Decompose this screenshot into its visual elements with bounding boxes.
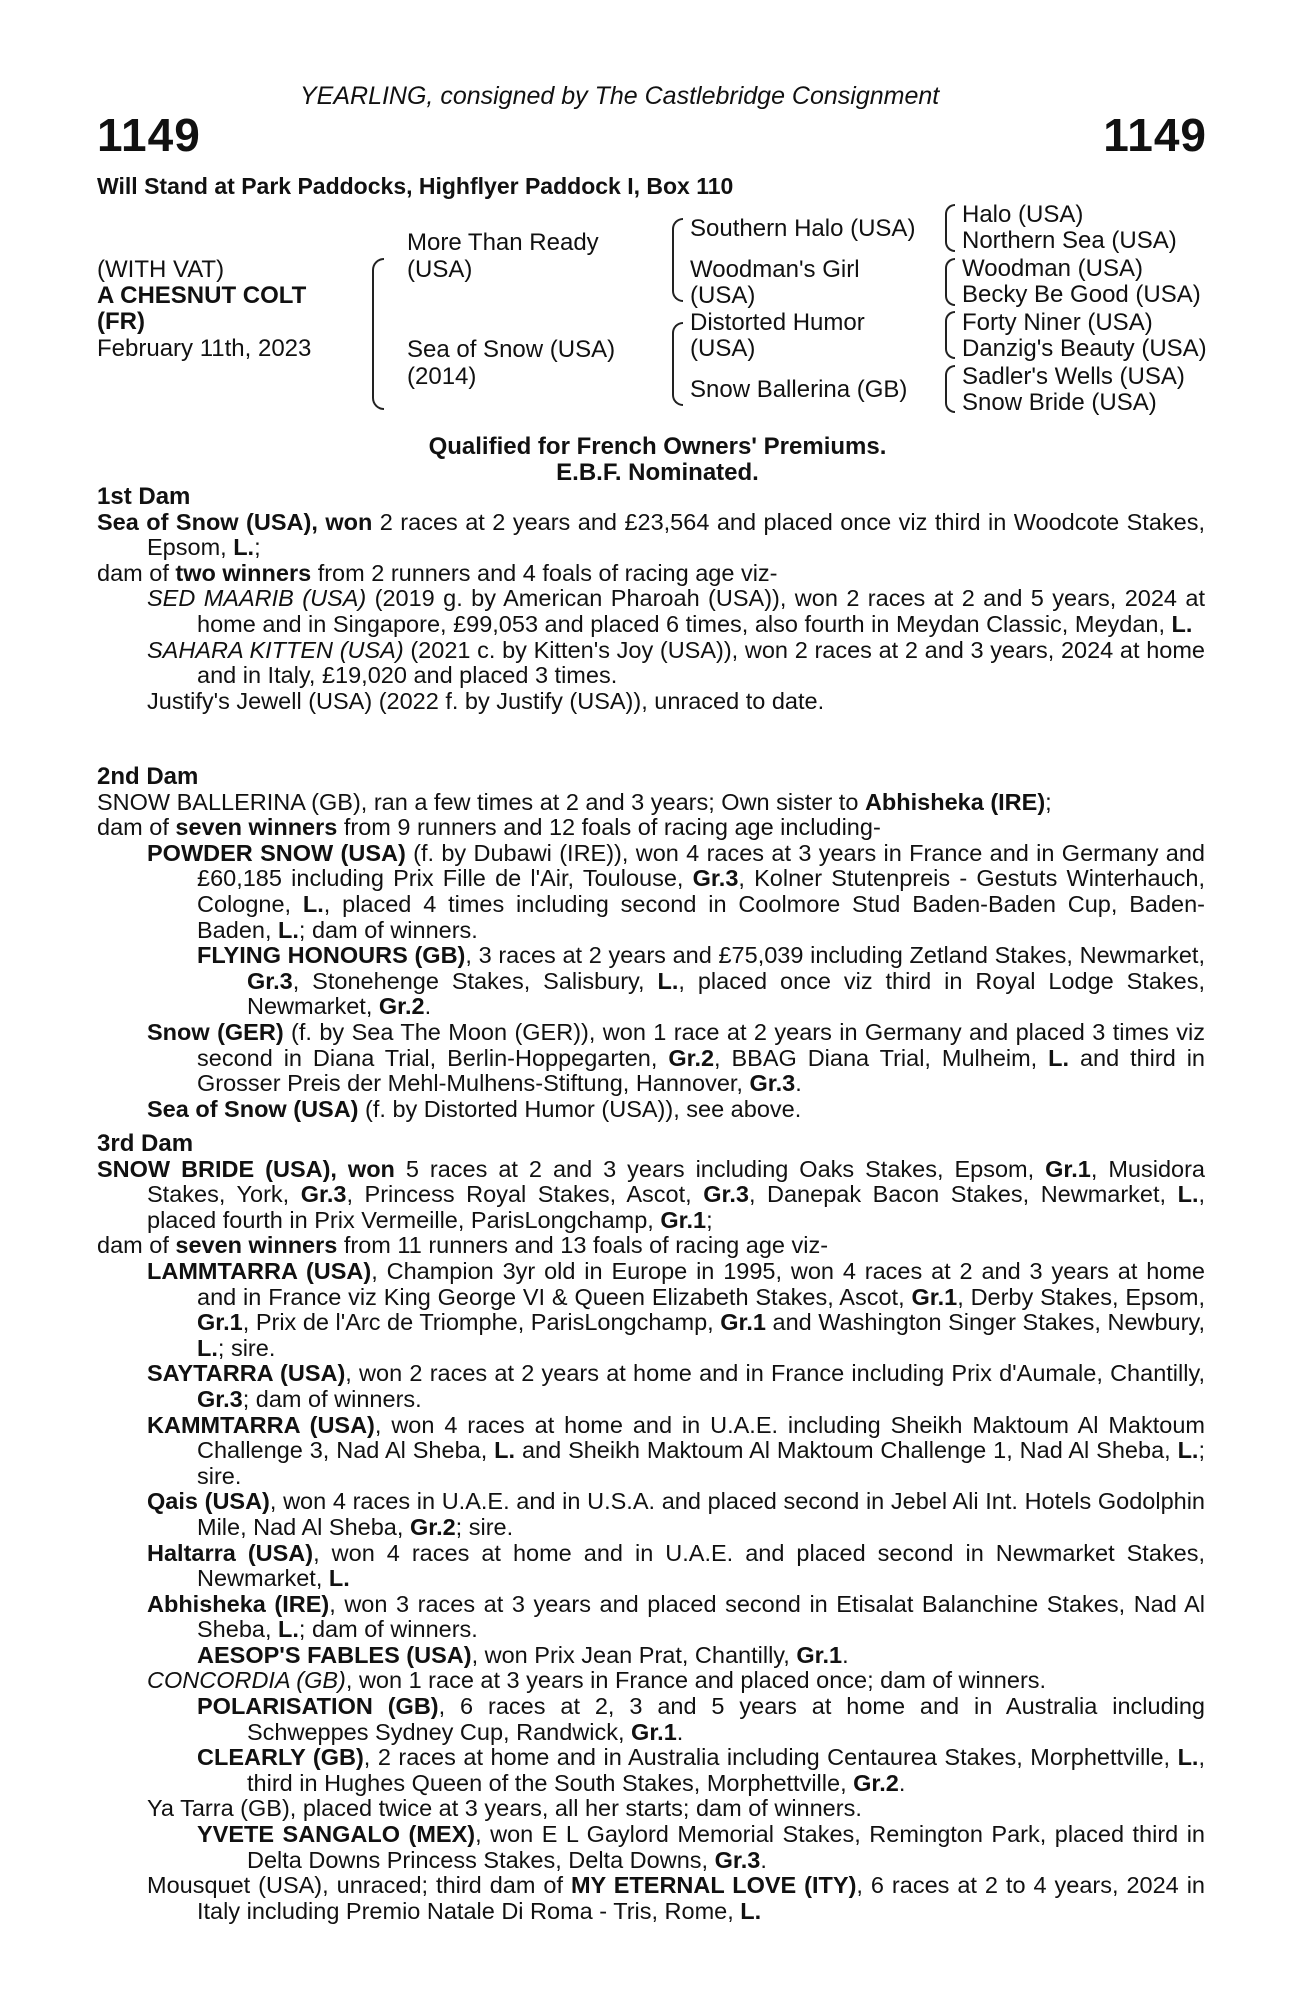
- foaling-date: February 11th, 2023: [97, 335, 312, 362]
- sire-sire: Southern Halo (USA): [690, 215, 916, 242]
- ancestor: Northern Sea (USA): [962, 227, 1177, 254]
- pedigree-brace: [672, 322, 683, 406]
- pedigree-brace: [372, 258, 384, 410]
- lot-number-right: 1149: [1103, 109, 1207, 161]
- produce-entry: SED MAARIB (USA) (2019 g. by American Pharoah (USA)), won 2 races at 2 and 5 years, 2024 at home and in Singapore, £99,053 and placed 6 times, also fourth in Meydan Classic, Meydan, L.: [147, 585, 1205, 637]
- sire-dam-country: (USA): [690, 282, 756, 309]
- produce-summary: dam of two winners from 2 runners and 4 foals of racing age viz-: [97, 559, 778, 586]
- lot-number-left: 1149: [97, 109, 201, 161]
- dam-year: (2014): [407, 363, 477, 390]
- produce-summary: dam of seven winners from 11 runners and 13 foals of racing age viz-: [97, 1232, 829, 1259]
- dam-sire-country: (USA): [690, 335, 756, 362]
- produce-entry: AESOP'S FABLES (USA), won Prix Jean Prat, Chantilly, Gr.1.: [197, 1641, 849, 1668]
- pedigree-brace: [945, 365, 955, 413]
- ancestor: Forty Niner (USA): [962, 309, 1153, 336]
- ancestor: Sadler's Wells (USA): [962, 363, 1185, 390]
- lot-description: A CHESNUT COLT: [97, 282, 307, 309]
- premium-note: Qualified for French Owners' Premiums.: [428, 433, 887, 460]
- dam-record: SNOW BALLERINA (GB), ran a few times at 2 and 3 years; Own sister to Abhisheka (IRE);: [97, 788, 1052, 815]
- dam-dam: Snow Ballerina (GB): [690, 376, 908, 403]
- produce-entry: CLEARLY (GB), 2 races at home and in Australia including Centaurea Stakes, Morphettville, L., third in Hughes Queen of the South Stakes, Morphettville, Gr.2.: [197, 1744, 1205, 1796]
- section-heading: 3rd Dam: [97, 1130, 194, 1157]
- ancestor: Woodman (USA): [962, 255, 1143, 282]
- ancestor: Snow Bride (USA): [962, 389, 1157, 416]
- produce-entry: POLARISATION (GB), 6 races at 2, 3 and 5 years at home and in Australia including Schweppes Sydney Cup, Randwick, Gr.1.: [197, 1693, 1206, 1745]
- produce-entry: Justify's Jewell (USA) (2022 f. by Justify (USA)), unraced to date.: [147, 687, 825, 714]
- dam-record: SNOW BRIDE (USA), won 5 races at 2 and 3 years including Oaks Stakes, Epsom, Gr.1, Musidora Stakes, York, Gr.3, Princess Royal Stakes, Ascot, Gr.3, Danepak Bacon Stakes, Newmarket, L., placed fourth in Prix Vermeille, ParisLongchamp, Gr.1;: [97, 1155, 1206, 1233]
- pedigree-brace: [945, 311, 955, 359]
- section-heading: 2nd Dam: [97, 763, 199, 790]
- sire: More Than Ready: [407, 229, 599, 256]
- ebf-note: E.B.F. Nominated.: [556, 459, 759, 486]
- first-dam-section: [97, 484, 1205, 714]
- produce-entry: Sea of Snow (USA) (f. by Distorted Humor (USA)), see above.: [147, 1095, 802, 1122]
- produce-entry: Mousquet (USA), unraced; third dam of MY ETERNAL LOVE (ITY), 6 races at 2 to 4 years, 2024 in Italy including Premio Natale Di Roma - Tris, Rome, L.: [147, 1872, 1206, 1924]
- produce-entry: Haltarra (USA), won 4 races at home and in U.A.E. and placed second in Newmarket Stakes, Newmarket, L.: [147, 1539, 1205, 1592]
- third-dam-section: [97, 1131, 1205, 1924]
- ancestor: Halo (USA): [962, 201, 1084, 228]
- dam-record: Sea of Snow (USA), won 2 races at 2 years and £23,564 and placed once viz third in Woodcote Stakes, Epsom, L.;: [97, 508, 1206, 561]
- pedigree-brace: [945, 204, 955, 252]
- produce-entry: SAYTARRA (USA), won 2 races at 2 years at home and in France including Prix d'Aumale, Chantilly, Gr.3; dam of winners.: [147, 1360, 1205, 1412]
- dam-sire: Distorted Humor: [690, 309, 865, 336]
- stand-location: Will Stand at Park Paddocks, Highflyer Paddock I, Box 110: [97, 173, 734, 199]
- produce-entry: Ya Tarra (GB), placed twice at 3 years, all her starts; dam of winners.: [147, 1795, 862, 1822]
- pedigree-brace: [672, 218, 683, 302]
- section-heading: 1st Dam: [97, 483, 191, 510]
- consignment-line: YEARLING, consigned by The Castlebridge Consignment: [300, 82, 940, 110]
- produce-entry: YVETE SANGALO (MEX), won E L Gaylord Memorial Stakes, Remington Park, placed third in Delta Downs Princess Stakes, Delta Downs, Gr.3.: [197, 1821, 1205, 1873]
- produce-entry: KAMMTARRA (USA), won 4 races at home and in U.A.E. including Sheikh Maktoum Al Maktoum Challenge 3, Nad Al Sheba, L. and Sheikh Maktoum Al Maktoum Challenge 1, Nad Al Sheba, L.; sire.: [147, 1411, 1205, 1489]
- produce-entry: POWDER SNOW (USA) (f. by Dubawi (IRE)), won 4 races at 3 years in France and in Germany and £60,185 including Prix Fille de l'Air, Toulouse, Gr.3, Kolner Stutenpreis - Gestuts Winterhauch, Cologne, L., placed 4 times including second in Coolmore Stud Baden-Baden Cup, Baden-Baden, L.; dam of winners.: [147, 839, 1205, 943]
- produce-entry: Snow (GER) (f. by Sea The Moon (GER)), won 1 race at 2 years in Germany and placed 3 times viz second in Diana Trial, Berlin-Hoppegarten, Gr.2, BBAG Diana Trial, Mulheim, L. and third in Grosser Preis der Mehl-Mulhens-Stiftung, Hannover, Gr.3.: [147, 1018, 1206, 1097]
- produce-entry: LAMMTARRA (USA), Champion 3yr old in Europe in 1995, won 4 races at 2 and 3 years at home and in France viz King George VI & Queen Elizabeth Stakes, Ascot, Gr.1, Derby Stakes, Epsom, Gr.1, Prix de l'Arc de Triomphe, ParisLongchamp, Gr.1 and Washington Singer Stakes, Newbury, L.; sire.: [147, 1257, 1206, 1361]
- pedigree-brace: [945, 258, 955, 306]
- sire-country: (USA): [407, 256, 473, 283]
- produce-entry: Qais (USA), won 4 races in U.A.E. and in U.S.A. and placed second in Jebel Ali Int. Hotels Godolphin Mile, Nad Al Sheba, Gr.2; sire.: [147, 1488, 1205, 1540]
- produce-entry: FLYING HONOURS (GB), 3 races at 2 years and £75,039 including Zetland Stakes, Newmarket, Gr.3, Stonehenge Stakes, Salisbury, L., placed once viz third in Royal Lodge Stakes, Newmarket, Gr.2.: [197, 942, 1205, 1020]
- vat-note: (WITH VAT): [97, 256, 225, 283]
- ancestor: Danzig's Beauty (USA): [962, 335, 1207, 362]
- ancestor: Becky Be Good (USA): [962, 281, 1201, 308]
- produce-entry: Abhisheka (IRE), won 3 races at 3 years and placed second in Etisalat Balanchine Stakes, Nad Al Sheba, L.; dam of winners.: [147, 1590, 1205, 1643]
- produce-entry: SAHARA KITTEN (USA) (2021 c. by Kitten's Joy (USA)), won 2 races at 2 and 3 years, 2024 at home and in Italy, £19,020 and placed 3 times.: [147, 636, 1205, 689]
- dam: Sea of Snow (USA): [407, 336, 616, 363]
- produce-summary: dam of seven winners from 9 runners and 12 foals of racing age including-: [97, 814, 881, 841]
- lot-description-country: (FR): [97, 308, 145, 335]
- sire-dam: Woodman's Girl: [690, 256, 860, 283]
- second-dam-section: [97, 764, 1205, 1122]
- produce-entry: CONCORDIA (GB), won 1 race at 3 years in France and placed once; dam of winners.: [147, 1667, 1047, 1694]
